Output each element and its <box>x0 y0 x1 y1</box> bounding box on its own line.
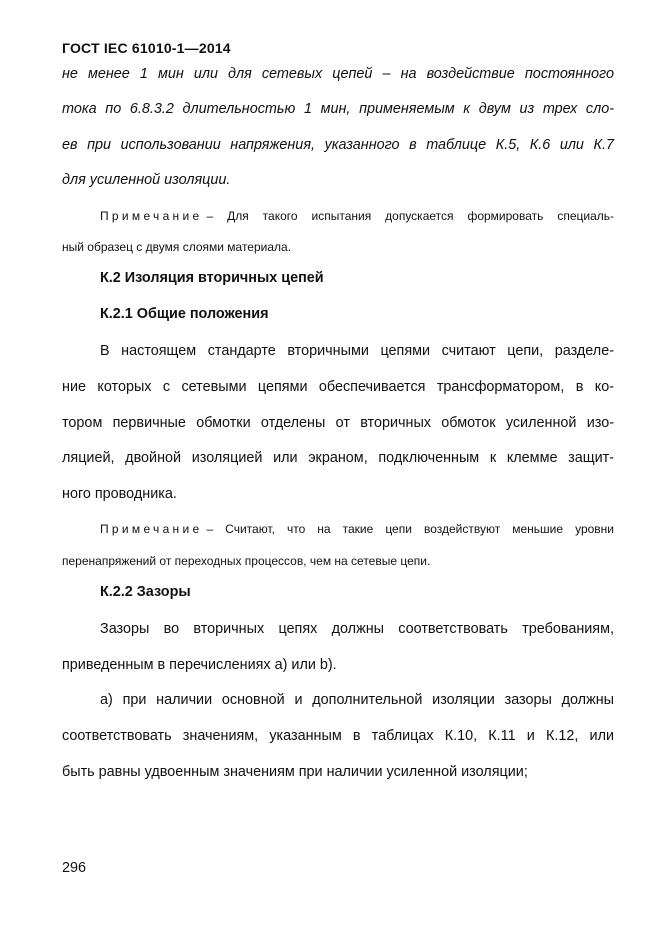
intro-line-3: ев при использовании напряжения, указанного в таблице К.5, К.6 или К.7 <box>62 137 614 153</box>
intro-line-2: тока по 6.8.3.2 длительностью 1 мин, применяемым к двум из трех сло- <box>62 101 614 117</box>
note-1-text: – Для такого испытания допускается формировать специаль- <box>206 209 614 223</box>
para-1-line-5: ного проводника. <box>62 486 177 502</box>
note-2-line-2: перенапряжений от переходных процессов, чем на сетевые цепи. <box>62 554 431 568</box>
intro-line-1: не менее 1 мин или для сетевых цепей – на воздействие постоянного <box>62 66 614 82</box>
note-2-line-1 <box>100 521 614 537</box>
section-heading-k2-2: К.2.2 Зазоры <box>100 584 191 600</box>
para-1-line-2: ние которых с сетевыми цепями обеспечивается трансформатором, в ко- <box>62 379 614 395</box>
para-1-line-4: ляцией, двойной изоляцией или экраном, подключенным к клемме защит- <box>62 450 614 466</box>
para-2-line-1: Зазоры во вторичных цепях должны соответствовать требованиям, <box>100 621 614 637</box>
intro-line-4: для усиленной изоляции. <box>62 172 231 188</box>
note-1-line-1 <box>100 208 614 224</box>
document-header: ГОСТ IEC 61010-1—2014 <box>62 40 231 56</box>
note-1-label: Примечание <box>100 209 203 223</box>
section-heading-k2: К.2 Изоляция вторичных цепей <box>100 270 324 286</box>
page-number: 296 <box>62 860 87 876</box>
note-2-label: Примечание <box>100 522 203 536</box>
note-2-text: – Считают, что на такие цепи воздействуют меньшие уровни <box>206 522 614 536</box>
para-3-line-3: быть равны удвоенным значениям при наличии усиленной изоляции; <box>62 764 528 780</box>
para-1-line-1: В настоящем стандарте вторичными цепями считают цепи, разделе- <box>100 343 614 359</box>
section-heading-k2-1: К.2.1 Общие положения <box>100 306 269 322</box>
para-1-line-3: тором первичные обмотки отделены от вторичных обмоток усиленной изо- <box>62 415 614 431</box>
para-3-line-1: a) при наличии основной и дополнительной изоляции зазоры должны <box>100 692 614 708</box>
para-3-line-2: соответствовать значениям, указанным в таблицах К.10, К.11 и К.12, или <box>62 728 614 744</box>
note-1-line-2: ный образец с двумя слоями материала. <box>62 240 292 254</box>
para-2-line-2: приведенным в перечислениях a) или b). <box>62 657 337 673</box>
